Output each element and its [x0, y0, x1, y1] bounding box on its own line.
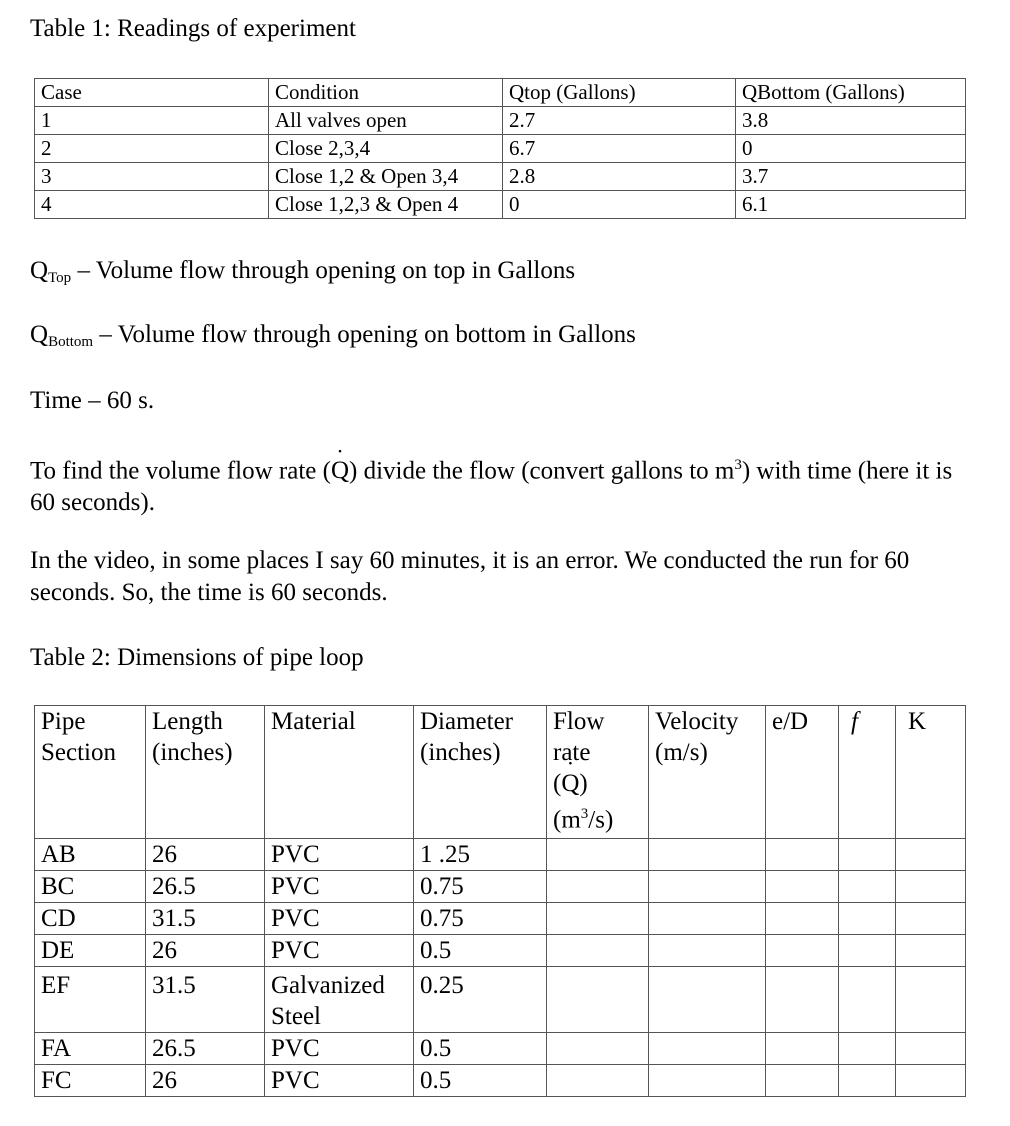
header-material-label: Material	[271, 708, 356, 735]
pipe-dimensions-table	[34, 705, 966, 1097]
header-ed-label: e/D	[772, 708, 809, 735]
k-cell	[896, 903, 966, 935]
table-row	[35, 107, 966, 135]
flow-rate-cell	[547, 935, 649, 967]
flow-rate-cell	[547, 1065, 649, 1097]
qtop-cell: 2.8	[503, 163, 736, 191]
header-pipe-line1: Pipe	[41, 708, 86, 735]
velocity-cell	[649, 935, 766, 967]
diameter-cell: 0.5	[414, 935, 547, 967]
ed-cell	[766, 1033, 839, 1065]
k-cell	[896, 871, 966, 903]
flow-rate-cell	[547, 871, 649, 903]
qbottom-cell: 6.1	[736, 191, 966, 219]
diameter-cell: 0.75	[414, 871, 547, 903]
ed-cell	[766, 935, 839, 967]
material-cell: PVC	[265, 1065, 414, 1097]
video-note-paragraph: In the video, in some places I say 60 minutes, it is an error. We conducted the run for 60 seconds. So, the time is 60 seconds.	[30, 547, 910, 606]
velocity-cell	[649, 839, 766, 871]
cubic-superscript: 3	[734, 457, 742, 473]
condition-cell: Close 2,3,4	[269, 135, 503, 163]
header-condition: Condition	[269, 79, 503, 107]
header-qbottom: QBottom (Gallons)	[736, 79, 966, 107]
section-cell: CD	[35, 903, 146, 935]
header-pipe-line2: Section	[41, 739, 116, 766]
qbottom-cell: 0	[736, 135, 966, 163]
section-cell: AB	[35, 839, 146, 871]
diameter-cell: 0.5	[414, 1033, 547, 1065]
qbottom-definition	[30, 319, 636, 358]
case-cell: 4	[35, 191, 269, 219]
header-flow-line1: Flow	[553, 708, 605, 735]
k-cell	[896, 967, 966, 1033]
flow-unit-superscript: 3	[580, 806, 589, 822]
flow-rate-cell	[547, 839, 649, 871]
table-row	[35, 903, 966, 935]
qtop-cell: 2.7	[503, 107, 736, 135]
velocity-cell	[649, 871, 766, 903]
header-length-line1: Length	[152, 708, 223, 735]
table-row	[35, 163, 966, 191]
qbottom-symbol: Q	[30, 321, 49, 348]
k-cell	[896, 1065, 966, 1097]
section-cell: BC	[35, 871, 146, 903]
length-cell: 26	[146, 839, 265, 871]
f-cell	[839, 967, 896, 1033]
case-cell: 3	[35, 163, 269, 191]
header-flow-rate	[547, 706, 649, 839]
case-cell: 1	[35, 107, 269, 135]
ed-cell	[766, 967, 839, 1033]
f-cell	[839, 903, 896, 935]
flow-rate-cell	[547, 903, 649, 935]
length-cell: 26	[146, 935, 265, 967]
header-case: Case	[35, 79, 269, 107]
section-cell: FA	[35, 1033, 146, 1065]
ed-cell	[766, 1065, 839, 1097]
f-cell	[839, 935, 896, 967]
qbottom-text: – Volume flow through opening on bottom in Gallons	[93, 321, 636, 348]
qtop-subscript: Top	[48, 270, 72, 286]
diameter-cell: 1 .25	[414, 839, 547, 871]
table-row	[35, 1033, 966, 1065]
material-cell: PVC	[265, 871, 414, 903]
ed-cell	[766, 839, 839, 871]
header-flow-line2: rate	[553, 739, 591, 766]
table-row	[35, 191, 966, 219]
header-diameter-line2: (inches)	[420, 739, 501, 766]
diameter-cell: 0.75	[414, 903, 547, 935]
header-pipe-section	[35, 706, 146, 839]
table-row	[35, 871, 966, 903]
k-cell	[896, 935, 966, 967]
ed-cell	[766, 871, 839, 903]
material-cell: Galvanized Steel	[265, 967, 414, 1033]
qtop-cell: 6.7	[503, 135, 736, 163]
diameter-cell: 0.5	[414, 1065, 547, 1097]
condition-cell: All valves open	[269, 107, 503, 135]
material-cell: PVC	[265, 935, 414, 967]
header-diameter-line1: Diameter	[420, 708, 514, 735]
flow-rate-text-b: ) divide the flow (convert gallons to m	[349, 457, 735, 485]
table-row	[35, 935, 966, 967]
header-velocity-line1: Velocity	[655, 708, 739, 735]
qbottom-subscript: Bottom	[48, 334, 94, 350]
flow-rate-cell	[547, 967, 649, 1033]
material-cell: PVC	[265, 839, 414, 871]
header-qtop: Qtop (Gallons)	[503, 79, 736, 107]
header-velocity-line2: (m/s)	[655, 739, 708, 766]
case-cell: 2	[35, 135, 269, 163]
table-row	[35, 135, 966, 163]
time-definition: Time – 60 s.	[30, 387, 155, 414]
header-length	[146, 706, 265, 839]
length-cell: 26	[146, 1065, 265, 1097]
length-cell: 31.5	[146, 903, 265, 935]
qtop-definition	[30, 255, 575, 294]
length-cell: 26.5	[146, 1033, 265, 1065]
header-velocity	[649, 706, 766, 839]
section-cell: EF	[35, 967, 146, 1033]
velocity-cell	[649, 1065, 766, 1097]
length-cell: 31.5	[146, 967, 265, 1033]
header-length-line2: (inches)	[152, 739, 233, 766]
f-cell	[839, 871, 896, 903]
header-k	[896, 706, 966, 839]
velocity-cell	[649, 967, 766, 1033]
table-header-row	[35, 79, 966, 107]
material-cell: PVC	[265, 1033, 414, 1065]
header-k-label: K	[908, 708, 927, 735]
header-q-dot-symbol: ˙ Q	[561, 768, 579, 799]
header-f-label: f	[851, 708, 858, 735]
section-cell: FC	[35, 1065, 146, 1097]
condition-cell: Close 1,2,3 & Open 4	[269, 191, 503, 219]
flow-rate-paragraph	[30, 449, 970, 519]
k-cell	[896, 1033, 966, 1065]
q-dot-symbol: ˙ Q	[331, 455, 349, 487]
f-cell	[839, 1065, 896, 1097]
qbottom-cell: 3.7	[736, 163, 966, 191]
header-ed	[766, 706, 839, 839]
header-material	[265, 706, 414, 839]
header-f	[839, 706, 896, 839]
flow-rate-cell	[547, 1033, 649, 1065]
qtop-cell: 0	[503, 191, 736, 219]
qbottom-cell: 3.8	[736, 107, 966, 135]
table2-caption: Table 2: Dimensions of pipe loop	[30, 644, 364, 671]
length-cell: 26.5	[146, 871, 265, 903]
flow-rate-text-a: To find the volume flow rate (	[30, 457, 331, 485]
table-row	[35, 1065, 966, 1097]
table-header-row	[35, 706, 966, 839]
header-flow-line3: (˙ Q)	[553, 768, 648, 799]
qtop-symbol: Q	[30, 257, 49, 284]
k-cell	[896, 839, 966, 871]
table-row	[35, 839, 966, 871]
f-cell	[839, 1033, 896, 1065]
diameter-cell: 0.25	[414, 967, 547, 1033]
velocity-cell	[649, 1033, 766, 1065]
ed-cell	[766, 903, 839, 935]
section-cell: DE	[35, 935, 146, 967]
material-cell: PVC	[265, 903, 414, 935]
velocity-cell	[649, 903, 766, 935]
header-diameter	[414, 706, 547, 839]
table1-caption: Table 1: Readings of experiment	[30, 15, 356, 42]
readings-table	[34, 78, 966, 219]
header-flow-line4	[553, 799, 648, 835]
table-row	[35, 967, 966, 1033]
flow-unit-a: (m	[553, 806, 581, 834]
qtop-text: – Volume flow through opening on top in Gallons	[71, 257, 576, 284]
flow-rate-text-c: ) with time (here it is 60 seconds).	[30, 457, 953, 517]
condition-cell: Close 1,2 & Open 3,4	[269, 163, 503, 191]
f-cell	[839, 839, 896, 871]
flow-unit-b: /s)	[588, 806, 614, 834]
